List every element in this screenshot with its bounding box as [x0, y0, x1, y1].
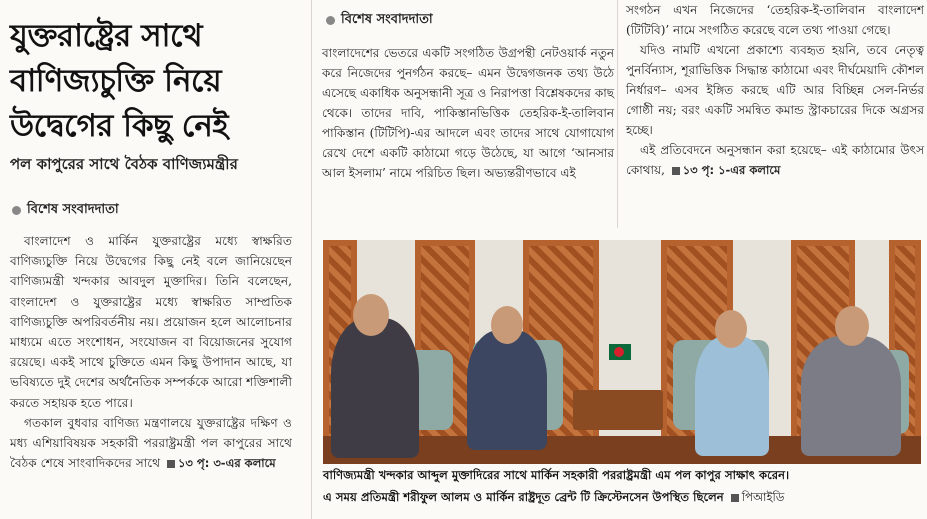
coffee-table: [573, 390, 663, 430]
byline-text: বিশেষ সংবাদদাতা: [341, 12, 433, 27]
paragraph-text: গতকাল বুধবার বাণিজ্য মন্ত্রণালয়ে যুক্তরাষ্ট্রের দক্ষিণ ও মধ্য এশিয়াবিষয়ক সহকারী পররাষ্ট্রমন্ত্রী পল কাপুরের সাথে বৈঠক শেষে সাংবাদিকদের সাথে: [10, 415, 292, 471]
caption-line-1: বাণিজ্যমন্ত্রী খন্দকার আব্দুল মুক্তাদিরের সাথে মার্কিন সহকারী পররাষ্ট্রমন্ত্রী এম পল কাপুর সাক্ষাৎ করেন।: [323, 468, 790, 482]
photo-caption: [323, 464, 921, 508]
square-bullet-icon: [672, 167, 680, 175]
person-head: [353, 294, 389, 336]
photo-credit: পিআইডি: [741, 490, 785, 504]
square-bullet-icon: [167, 460, 175, 468]
person-figure: [801, 336, 901, 456]
headline: [10, 14, 294, 149]
person-head: [835, 306, 869, 346]
square-bullet-icon: [731, 494, 739, 502]
person-figure: [467, 330, 547, 450]
continuation-link[interactable]: ১৩ পৃ: ৩-এর কলামে: [177, 456, 276, 471]
bangladesh-flag-icon: [609, 344, 631, 360]
paragraph-text: এই প্রতিবেদনে অনুসন্ধান করা হয়েছে– এই কাঠামোর উৎস কোথায়,: [626, 143, 924, 177]
paragraph: বাংলাদেশ ও মার্কিন যুক্তরাষ্ট্রের মধ্যে স্বাক্ষরিত বাণিজ্যচুক্তি নিয়ে উদ্বেগের কিছু নেই বলে জানিয়েছেন বাণিজ্যমন্ত্রী খন্দকার আবদুল মুক্তাদির। তিনি বলেছেন, বাংলাদেশ ও যুক্তরাষ্ট্রের মধ্যে স্বাক্ষরিত সাম্প্রতিক বাণিজ্যচুক্তি অপরিবর্তনীয় নয়। প্রয়োজন হলে আলোচনার মাধ্যমে এতে সংশোধন, সংযোজন বা বিয়োজনের সুযোগ রয়েছে। একই সাথে চুক্তিতে এমন কিছু উপাদান আছে, যা ভবিষ্যতে দুই দেশের অর্থনৈতিক সম্পর্ককে আরো শক্তিশালী করতে সহায়ক হতে পারে।: [10, 234, 292, 410]
headline-line-3: উদ্বেগের কিছু নেই: [10, 108, 228, 144]
article-body: [10, 231, 292, 473]
person-figure: [331, 318, 419, 458]
news-photo: [323, 240, 921, 464]
paragraph: [10, 413, 292, 474]
bullet-icon: [12, 206, 21, 215]
paragraph: [626, 140, 924, 180]
headline-line-2: বাণিজ্যচুক্তি নিয়ে: [10, 63, 222, 99]
byline: [326, 10, 614, 31]
person-head: [491, 306, 523, 344]
paragraph: সংগঠন এখন নিজেদের ‘তেহরিক-ই-তালিবান বাংলাদেশ (টিটিবি)’ নামে সংগঠিত করেছে বলে তথ্য পাওয়া গেছে।: [626, 3, 924, 37]
column-divider: [311, 0, 312, 519]
article-body: [626, 0, 924, 180]
person-head: [715, 310, 747, 348]
second-article-continued: [622, 0, 924, 228]
paragraph: বাংলাদেশের ভেতরে একটি সংগঠিত উগ্রপন্থী নেটওয়ার্ক নতুন করে নিজেদের পুনর্গঠন করছে– এমন উদ্বেগজনক তথ্য উঠে এসেছে একাধিক অনুসন্ধানী সূত্র ও নিরাপত্তা বিশ্লেষকদের কাছ থেকে। তাদের দাবি, পাকিস্তানভিত্তিক তেহরিক-ই-তালিবান পাকিস্তান (টিটিপি)-এর আদলে এবং তাদের সাথে যোগাযোগ রেখে দেশে একটি কাঠামো গড়ে উঠেছে, যা আগে ‘আনসার আল ইসলাম’ নামে পরিচিত ছিল। অভ্যন্তরীণভাবে এই: [322, 46, 614, 180]
person-figure: [695, 336, 769, 456]
article-body: [322, 43, 614, 183]
subheadline: পল কাপুরের সাথে বৈঠক বাণিজ্যমন্ত্রীর: [10, 155, 238, 173]
column-divider: [617, 0, 618, 228]
second-article: [318, 0, 614, 228]
byline: [12, 200, 294, 221]
caption-line-2-row: [323, 486, 921, 508]
paragraph: যদিও নামটি এখনো প্রকাশ্যে ব্যবহৃত হয়নি, তবে নেতৃত্ব পুনর্বিন্যাস, শূরাভিত্তিক সিদ্ধান্ত কাঠামো এবং দীর্ঘমেয়াদি কৌশল নির্ধারণ– এসব ইঙ্গিত করছে এটি আর বিচ্ছিন্ন সেল-নির্ভর গোষ্ঠী নয়; বরং একটি সমন্বিত কমান্ড স্ট্রাকচারের দিকে অগ্রসর হচ্ছে।: [626, 43, 924, 137]
continuation-link[interactable]: ১৩ পৃ: ১-এর কলামে: [682, 163, 781, 177]
byline-text: বিশেষ সংবাদদাতা: [27, 202, 119, 217]
headline-line-1: যুক্তরাষ্ট্রের সাথে: [10, 18, 203, 54]
caption-line-2: এ সময় প্রতিমন্ত্রী শরীফুল আলম ও মার্কিন রাষ্ট্রদূত ব্রেন্ট টি ক্রিস্টেনসেন উপস্থিত ছিলেন: [323, 490, 724, 504]
lead-article: [0, 0, 300, 519]
bullet-icon: [326, 16, 335, 25]
